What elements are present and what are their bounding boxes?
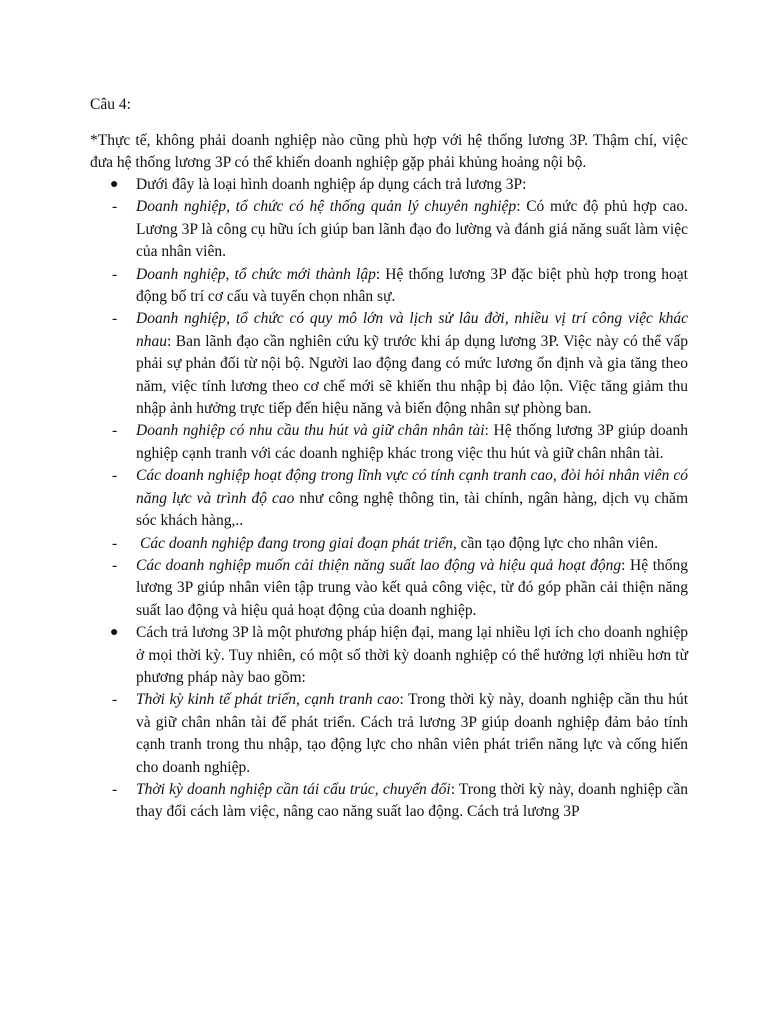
- question-heading: Câu 4:: [90, 96, 131, 113]
- dash-marker: -: [112, 422, 118, 440]
- item-text: : Ban lãnh đạo cần nghiên cứu kỹ trước khi áp dụng lương 3P. Việc này có thể vấp phải sự phản đối từ nội bộ. Người lao động đang có mức lương ổn định và gia tăng theo năm, việc tính lương theo cơ chế mới sẽ khiến thu nhập bị đảo lộn. Việc tăng giảm thu nhập ảnh hưởng trực tiếp đến hiệu năng và biến động nhân sự phòng ban.: [136, 332, 688, 418]
- item-term: Các doanh nghiệp muốn cải thiện năng suất lao động và hiệu quả hoạt động: [136, 556, 622, 574]
- item-text: , cần tạo động lực cho nhân viên.: [452, 534, 658, 552]
- dash-marker: -: [112, 534, 118, 552]
- item-text: : Hệ thống lương 3P đặc biệt phù hợp trong hoạt động bố trí cơ cấu và tuyển chọn nhân sự.: [136, 265, 688, 306]
- item-term: Doanh nghiệp, tổ chức có hệ thống quản lý chuyên nghiệp: [136, 198, 517, 216]
- dash-marker: -: [112, 780, 118, 798]
- document-body: [90, 174, 688, 824]
- dash-marker: -: [112, 556, 118, 574]
- intro-paragraph: *Thực tế, không phải doanh nghiệp nào cũng phù hợp với hệ thống lương 3P. Thậm chí, việc đưa hệ thống lương 3P có thể khiến doanh nghiệp gặp phải khủng hoảng nội bộ.: [90, 132, 688, 172]
- bullet-dot-icon: ●: [110, 625, 119, 641]
- list-item: [90, 465, 688, 532]
- list-item: [90, 264, 688, 309]
- dash-marker: -: [112, 691, 118, 709]
- list-item: [90, 779, 688, 824]
- item-term: Các doanh nghiệp hoạt động trong lĩnh vực có tính cạnh tranh cao, đòi hỏi nhân viên có năng lực và trình độ cao: [136, 467, 688, 507]
- list-item: [90, 555, 688, 622]
- bullet-dot-icon: ●: [110, 177, 119, 192]
- item-term: Thời kỳ doanh nghiệp cần tái cấu trúc, chuyển đổi: [136, 780, 451, 798]
- dash-marker: -: [112, 310, 118, 328]
- item-text: : Trong thời kỳ này, doanh nghiệp cần thay đổi cách làm việc, nâng cao năng suất lao động. Cách trả lương 3P: [136, 780, 688, 821]
- item-term: Doanh nghiệp có nhu cầu thu hút và giữ chân nhân tài: [136, 422, 485, 440]
- item-text: : Hệ thống lương 3P giúp nhân viên tập trung vào kết quả công việc, từ đó góp phần cải thiện năng suất lao động và hiệu quả hoạt động của doanh nghiệp.: [136, 556, 689, 619]
- item-term: Doanh nghiệp, tổ chức có quy mô lớn và lịch sử lâu đời, nhiều vị trí công việc khác nhau: [136, 310, 688, 350]
- list-item: [90, 308, 688, 420]
- dash-marker: -: [112, 467, 118, 485]
- item-term: Doanh nghiệp, tổ chức mới thành lập: [136, 265, 376, 283]
- item-text: : Có mức độ phủ hợp cao. Lương 3P là công cụ hữu ích giúp ban lãnh đạo đo lường và đánh giá năng suất làm việc của nhân viên.: [136, 198, 688, 261]
- dash-marker: -: [112, 265, 118, 283]
- item-text: như công nghệ thông tin, tài chính, ngân hàng, dịch vụ chăm sóc khách hàng,..: [136, 489, 688, 530]
- list-item: [90, 533, 688, 555]
- dash-marker: -: [112, 198, 118, 216]
- item-text: : Trong thời kỳ này, doanh nghiệp cần thu hút và giữ chân nhân tài để phát triển. Cách trả lương 3P giúp doanh nghiệp đảm bảo tính cạnh tranh trong thu nhập, tạo động lực cho nhân viên phát triển năng lực và cống hiến cho doanh nghiệp.: [136, 691, 689, 776]
- bullet-item: ● Cách trả lương 3P là một phương pháp hiện đại, mang lại nhiều lợi ích cho doanh nghiệp ở mọi thời kỳ. Tuy nhiên, có một số thời kỳ doanh nghiệp có thể hưởng lợi nhiều hơn từ phương pháp này bao gồm:: [110, 624, 688, 686]
- item-text: : Hệ thống lương 3P giúp doanh nghiệp cạnh tranh với các doanh nghiệp khác trong việc thu hút và giữ chân nhân tài.: [136, 422, 688, 462]
- list-item: [90, 689, 688, 779]
- bullet-item: ● Dưới đây là loại hình doanh nghiệp áp dụng cách trả lương 3P:: [90, 174, 688, 196]
- item-term: Thời kỳ kinh tế phát triển, cạnh tranh cao: [136, 691, 400, 709]
- item-term: Các doanh nghiệp đang trong giai đoạn phát triển: [140, 534, 453, 552]
- list-item: [90, 420, 688, 465]
- list-item: [90, 196, 688, 263]
